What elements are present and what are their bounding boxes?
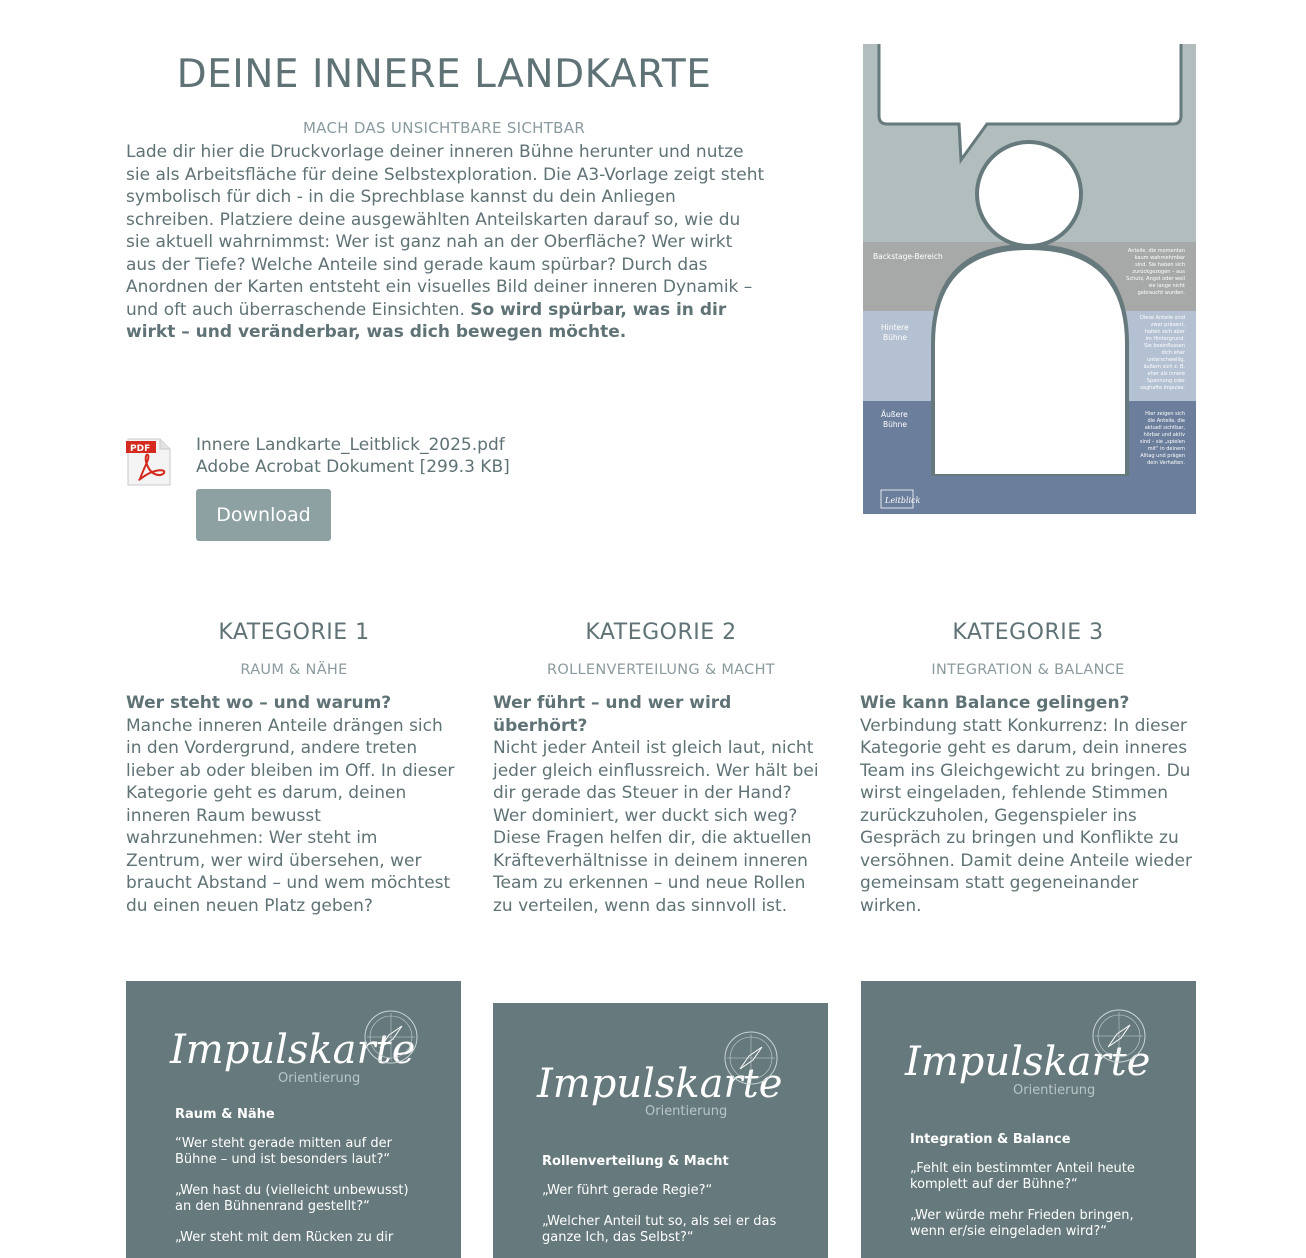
- download-button[interactable]: Download: [196, 489, 331, 541]
- svg-text:sind. Sie haben sich: sind. Sie haben sich: [1135, 262, 1185, 268]
- card-script-title: Impulskarte: [537, 1061, 783, 1107]
- card-question: „Wer führt gerade Regie?“: [542, 1183, 713, 1198]
- svg-text:eher als innere: eher als innere: [1147, 371, 1185, 377]
- card-heading: Rollenverteilung & Macht: [542, 1154, 729, 1169]
- svg-text:zaghafte Impulse.: zaghafte Impulse.: [1140, 385, 1185, 391]
- card-script-title: Impulskarte: [170, 1027, 416, 1073]
- poster-zone-label: Bühne: [883, 333, 908, 342]
- svg-text:die Anteile, die: die Anteile, die: [1147, 418, 1185, 424]
- svg-text:Schutz, Angst oder weil: Schutz, Angst oder weil: [1126, 276, 1185, 282]
- card-script-title: Impulskarte: [905, 1039, 1151, 1085]
- impulskarte-rollenverteilung-macht: [493, 1003, 828, 1258]
- poster-logo: Leitblick: [885, 496, 921, 505]
- category-description: Manche inneren Anteile drängen sich in den Vordergrund, andere treten lieber ab oder bleiben im Off. In dieser Kategorie geht es darum, deinen inneren Raum bewusst wahrzunehmen: Wer steht im Zentrum, wer wird übersehen, wer braucht Abstand – und wem möchtest du einen neuen Platz geben?: [126, 715, 455, 916]
- card-question: „Wen hast du (vielleicht unbewusst) an den Bühnenrand gestellt?“: [175, 1183, 409, 1214]
- svg-text:Spannung oder: Spannung oder: [1146, 378, 1185, 384]
- intro-body: Lade dir hier die Druckvorlage deiner inneren Bühne herunter und nutze sie als Arbeitsfläche für deine Selbstexploration. Die A3-Vorlage zeigt steht symbolisch für dich - in die Sprechblase kannst du dein Anliegen schreiben. Platziere deine ausgewählten Anteilskarten darauf so, wie du sie aktuell wahrnimmst: Wer ist ganz nah an der Oberfläche? Wer wirkt aus der Tiefe? Welche Anteile sind gerade kaum spürbar? Durch das Anordnen der Karten entsteht ein visuelles Bild deiner inneren Dynamik – und oft auch überraschende Einsichten.: [126, 142, 765, 320]
- file-name: Innere Landkarte_Leitblick_2025.pdf: [196, 435, 505, 455]
- card-question: „Fehlt ein bestimmter Anteil heute komplett auf der Bühne?“: [910, 1161, 1135, 1192]
- svg-text:aktuell sichtbar,: aktuell sichtbar,: [1144, 425, 1185, 431]
- category-question: Wer steht wo – und warum?: [126, 693, 392, 713]
- svg-text:äußern sich z. B.: äußern sich z. B.: [1143, 364, 1185, 370]
- svg-text:Sie beeinflussen: Sie beeinflussen: [1144, 343, 1185, 349]
- svg-text:sie lange nicht: sie lange nicht: [1148, 283, 1185, 289]
- svg-text:Anteile, die momentan: Anteile, die momentan: [1127, 248, 1185, 254]
- category-question: Wie kann Balance gelingen?: [860, 693, 1130, 713]
- category-description: Nicht jeder Anteil ist gleich laut, nicht jeder gleich einflussreich. Wer hält bei dir gerade das Steuer in der Hand? Wer dominiert, wer duckt sich weg? Diese Fragen helfen dir, die aktuellen Kräfteverhältnisse in deinem inneren Team zu erkennen – und neue Rollen zu verteilen, wenn das sinnvoll ist.: [493, 738, 819, 916]
- category-question: Wer führt – und wer wird überhört?: [493, 693, 732, 736]
- category-2: [493, 620, 829, 917]
- card-heading: Raum & Nähe: [175, 1107, 275, 1122]
- svg-text:halten sich aber: halten sich aber: [1144, 329, 1185, 335]
- category-subtitle: ROLLENVERTEILUNG & MACHT: [547, 662, 775, 678]
- category-description: Verbindung statt Konkurrenz: In dieser Kategorie geht es darum, dein inneres Team ins Gleichgewicht zu bringen. Du wirst eingeladen, fehlende Stimmen zurückzuholen, Gegenspieler ins Gespräch zu bringen und Konflikte zu versöhnen. Damit deine Anteile wieder gemeinsam statt gegeneinander wirken.: [860, 715, 1192, 916]
- card-question: „Welcher Anteil tut so, als sei er das ganze Ich, das Selbst?“: [542, 1214, 777, 1245]
- category-text: [126, 692, 462, 917]
- impulskarte-raum-naehe: [126, 981, 461, 1258]
- category-title: KATEGORIE 2: [585, 620, 737, 645]
- category-text: [860, 692, 1196, 917]
- card-question: „Wer steht mit dem Rücken zu dir: [175, 1230, 394, 1245]
- svg-text:kaum wahrnehmbar: kaum wahrnehmbar: [1134, 255, 1185, 261]
- category-subtitle: INTEGRATION & BALANCE: [931, 662, 1125, 678]
- compass-icon: [725, 1032, 777, 1084]
- svg-text:hörbar und aktiv: hörbar und aktiv: [1143, 432, 1185, 438]
- poster-zone-label: Bühne: [883, 420, 908, 429]
- category-title: KATEGORIE 3: [952, 620, 1104, 645]
- page-subtitle: MACH DAS UNSICHTBARE SICHTBAR: [302, 119, 586, 137]
- category-1: [126, 620, 462, 917]
- svg-text:zwar präsent,: zwar präsent,: [1150, 322, 1185, 328]
- compass-icon: [365, 1011, 417, 1063]
- poster-zone-label: Äußere: [881, 410, 908, 419]
- svg-text:Alltag und prägen: Alltag und prägen: [1140, 453, 1185, 459]
- card-tag: Orientierung: [1013, 1083, 1096, 1098]
- category-text: [493, 692, 829, 917]
- card-question: „Wer würde mehr Frieden bringen, wenn er/sie eingeladen wird?“: [910, 1208, 1134, 1239]
- intro-text: [126, 141, 766, 344]
- poster-zone-label: Backstage-Bereich: [873, 252, 943, 261]
- svg-text:Hier zeigen sich: Hier zeigen sich: [1145, 411, 1185, 417]
- category-subtitle: RAUM & NÄHE: [240, 662, 348, 678]
- card-tag: Orientierung: [645, 1104, 728, 1119]
- page-title: DEINE INNERE LANDKARTE: [176, 52, 712, 97]
- pdf-icon-label: PDF: [130, 444, 151, 454]
- svg-text:mit“ in deinem: mit“ in deinem: [1147, 446, 1185, 452]
- card-question: “Wer steht gerade mitten auf der Bühne – und ist besonders laut?“: [175, 1136, 392, 1167]
- category-3: [860, 620, 1196, 917]
- svg-text:dich eher: dich eher: [1161, 350, 1185, 356]
- svg-text:im Hintergrund.: im Hintergrund.: [1145, 336, 1185, 342]
- landkarte-poster-image: [863, 44, 1196, 514]
- svg-text:Diese Anteile sind: Diese Anteile sind: [1140, 315, 1185, 321]
- category-title: KATEGORIE 1: [218, 620, 370, 645]
- svg-text:zurückgezogen – aus: zurückgezogen – aus: [1132, 269, 1185, 275]
- svg-text:unterschwellig,: unterschwellig,: [1146, 357, 1185, 363]
- svg-text:gebraucht wurden.: gebraucht wurden.: [1137, 290, 1185, 296]
- svg-text:sind – sie „spielen: sind – sie „spielen: [1139, 439, 1185, 445]
- card-tag: Orientierung: [278, 1071, 361, 1086]
- file-type: Adobe Acrobat Dokument [299.3 KB]: [196, 457, 510, 477]
- poster-zone-label: Hintere: [881, 323, 909, 332]
- svg-text:dein Verhalten.: dein Verhalten.: [1147, 460, 1185, 466]
- card-heading: Integration & Balance: [910, 1132, 1071, 1147]
- impulskarte-integration-balance: [861, 981, 1196, 1258]
- intro-highlight: So wird spürbar, was in dir wirkt – und veränderbar, was dich bewegen möchte.: [126, 299, 727, 342]
- compass-icon: [1093, 1010, 1145, 1062]
- pdf-icon[interactable]: [126, 437, 172, 487]
